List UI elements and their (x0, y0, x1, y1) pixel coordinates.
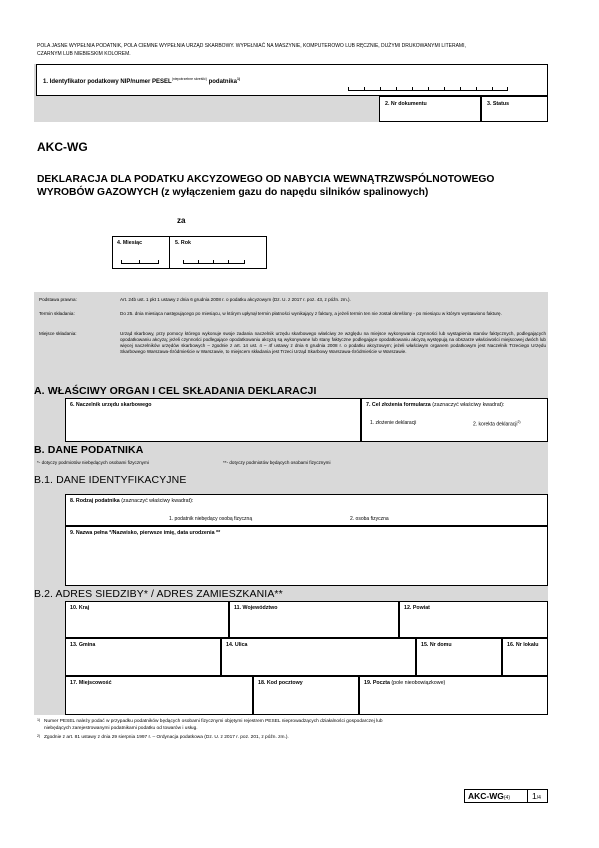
form-title-line-1: DEKLARACJA DLA PODATKU AKCYZOWEGO OD NABYCIA WEWNĄTRZWSPÓLNOTOWEGO (37, 174, 495, 185)
footer-page-number: 1/4 (532, 791, 541, 801)
form-title-line-2: WYROBÓW GAZOWYCH (z wyłączeniem gazu do napędu silników spalinowych) (37, 187, 429, 198)
instruction-line-1: POLA JASNE WYPEŁNIA PODATNIK, POLA CIEMNE WYPEŁNIA URZĄD SKARBOWY. WYPEŁNIAĆ NA MASZYNIE, KOMPUTEROWO LUB RĘCZNIE, DUŻYMI DRUKOWANYMI LITERAMI, (37, 43, 466, 49)
section-b1-title: B.1. DANE IDENTYFIKACYJNE (34, 474, 187, 486)
field-16-label: 16. Nr lokalu (507, 642, 539, 648)
field-2-label: 2. Nr dokumentu (385, 101, 427, 107)
field-12-label: 12. Powiat (404, 605, 430, 611)
footnote-1-line-1: Numer PESEL należy podać w przypadku podatników będących osobami fizycznymi objętymi rejestrem PESEL nieprowadzących działalności gospodarczej lub (44, 719, 383, 724)
period-divider (169, 237, 170, 268)
field-1-taxpayer-id[interactable] (36, 64, 548, 96)
field-5-label: 5. Rok (175, 240, 191, 246)
field-3-label: 3. Status (487, 101, 510, 107)
option-submission[interactable]: 1. złożenie deklaracji (370, 420, 417, 426)
field-10-country[interactable] (65, 601, 229, 638)
field-19-label: 19. Poczta (pole nieobowiązkowe) (364, 680, 446, 686)
section-b-note-1: *- dotyczy podmiotów niebędących osobami fizycznymi (37, 460, 149, 465)
legal-basis-text: Art. 24b ust. 1 pkt 1 ustawy z dnia 6 grudnia 2008 r. o podatku akcyzowym (Dz. U. z 2017 r. poz. 43, z późn. zm.). (120, 297, 351, 302)
field-6-label: 6. Naczelnik urzędu skarbowego (70, 402, 152, 408)
field-9-full-name[interactable] (65, 526, 548, 586)
option-non-natural-person[interactable]: 1. podatnik niebędący osobą fizyczną (169, 516, 253, 522)
field-4-label: 4. Miesiąc (117, 240, 143, 246)
field-16-apartment-number[interactable] (502, 638, 548, 676)
field-1-label: 1. Identyfikator podatkowy NIP/numer $PESEL^{(niepotrzebne skreślić)}$ podatnika$^{1)}$ (43, 77, 241, 85)
field-8-taxpayer-type (65, 494, 548, 526)
field-13-label: 13. Gmina (70, 642, 96, 648)
period-za: za (177, 216, 186, 225)
period-box (112, 236, 267, 269)
option-correction[interactable]: 2. korekta deklaracji$^{2)}$ (473, 420, 521, 428)
section-b2-title: B.2. ADRES SIEDZIBY* / ADRES ZAMIESZKANIA** (34, 588, 283, 600)
footnote-2-text: Zgodnie z art. 81 ustawy z dnia 29 sierpnia 1997 r. – Ordynacja podatkowa (Dz. U. z 2017 r. poz. 201, z późn. zm.). (44, 735, 289, 740)
field-11-voivodeship[interactable] (229, 601, 399, 638)
field-2-document-number (379, 96, 481, 122)
field-3-status (481, 96, 548, 122)
field-17-label: 17. Miejscowość (70, 680, 112, 686)
footnote-1-marker: 1) (37, 718, 41, 722)
field-15-house-number[interactable] (416, 638, 502, 676)
field-17-city[interactable] (65, 676, 253, 715)
deadline-text: Do 25. dnia miesiąca następującego po miesiącu, w którym upłynął termin płatności wynikający z faktury, a jeżeli termin ten nie został określony - po miesiącu w którym wystawiono fakturę. (120, 311, 502, 316)
form-code: AKC-WG (37, 140, 88, 154)
footer-form-code: AKC-WG(4) (468, 791, 511, 801)
submission-place-text: Urząd skarbowy, przy pomocy którego wykonuje swoje zadania naczelnik urzędu skarbowego właściwy ze względu na miejsce wykonywania czynności lub wystąpienia stanów faktycznych, podlegających opodatkowaniu akcyzą; jeżeli czynności podlegające opodatkowaniu akcyzą są wykonywane lub stany faktyczne podlegające opodatkowaniu akcyzą występują na obszarze właściwości miejscowej dwóch lub więcej naczelników urzędów skarbowych – zgodnie z art. 14 ust. 4 – 4f ustawy z dnia 6 grudnia 2008 r. o podatku akcyzowym; jeżeli właściwym organem podatkowym jest Naczelnik Trzeciego Urzędu Skarbowego Warszawa-Śródmieście w Warszawie, to miejscem składania jest Trzeci Urząd Skarbowy Warszawa-Śródmieście w Warszawie. (120, 331, 546, 354)
section-b-note-2: **- dotyczy podmiotów będących osobami fizycznymi (223, 460, 331, 465)
field-18-label: 18. Kod pocztowy (258, 680, 303, 686)
field-14-street[interactable] (221, 638, 416, 676)
footnote-2-marker: 2) (37, 734, 41, 738)
field-11-label: 11. Województwo (234, 605, 278, 611)
field-18-postal-code[interactable] (253, 676, 359, 715)
field-13-commune[interactable] (65, 638, 221, 676)
deadline-key: Termin składania: (39, 311, 75, 316)
footnote-1-line-2: niebędących zarejestrowanymi podatnikami podatku od towarów i usług. (44, 726, 198, 731)
option-natural-person[interactable]: 2. osoba fizyczna (350, 516, 389, 522)
field-12-county[interactable] (399, 601, 548, 638)
field-14-label: 14. Ulica (226, 642, 248, 648)
field-15-label: 15. Nr domu (421, 642, 452, 648)
page-footer-box (464, 789, 548, 803)
field-19-post-office[interactable] (359, 676, 548, 715)
field-8-label: 8. Rodzaj podatnika (zaznaczyć właściwy kwadrat): (70, 498, 194, 504)
footer-divider (527, 790, 528, 802)
instruction-line-2: CZARNYM LUB NIEBIESKIM KOLOREM. (37, 51, 131, 57)
field-7-purpose (361, 398, 548, 442)
field-10-label: 10. Kraj (70, 605, 90, 611)
field-4-month-input[interactable] (121, 260, 159, 264)
field-6-tax-office[interactable] (65, 398, 361, 442)
section-b-title: B. DANE PODATNIKA (34, 444, 144, 456)
section-a-title: A. WŁAŚCIWY ORGAN I CEL SKŁADANIA DEKLARACJI (34, 385, 317, 397)
field-7-label: 7. Cel złożenia formularza (zaznaczyć właściwy kwadrat): (366, 402, 505, 408)
id-digit-ticks (348, 87, 508, 91)
legal-basis-key: Podstawa prawna: (39, 297, 77, 302)
field-9-label: 9. Nazwa pełna */Nazwisko, pierwsze imię, data urodzenia ** (70, 530, 221, 536)
submission-place-key: Miejsce składania: (39, 331, 77, 336)
field-5-year-input[interactable] (183, 260, 245, 264)
